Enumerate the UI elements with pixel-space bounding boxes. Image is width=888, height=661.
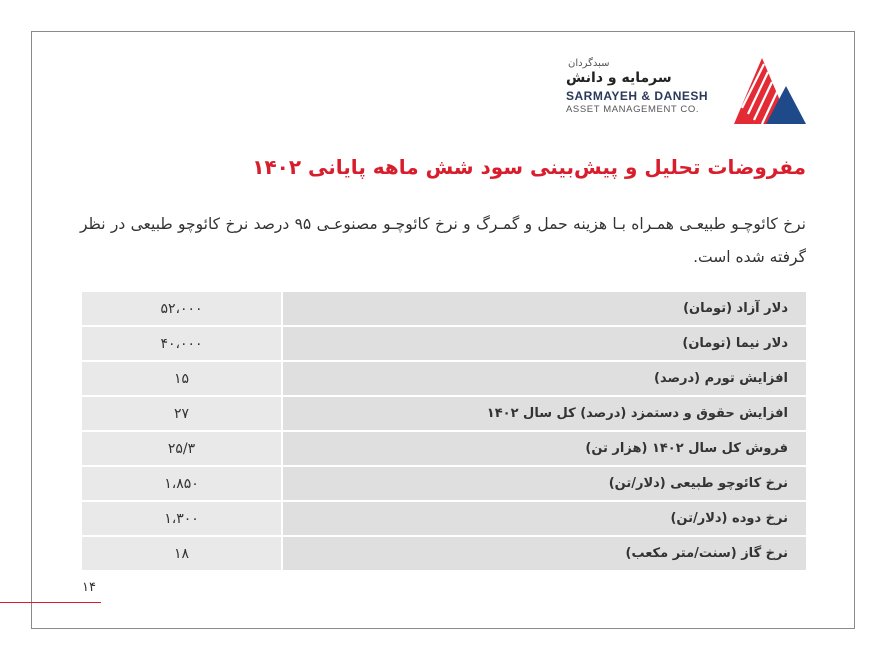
table-cell-value: ۵۲،۰۰۰ [82,292,283,325]
table-row [82,430,806,465]
table-row [82,360,806,395]
table-row [82,535,806,570]
table-cell-value: ۲۵/۳ [82,432,283,465]
table-cell-value: ۴۰،۰۰۰ [82,327,283,360]
table-cell-value: ۱۸ [82,537,283,570]
page-title: مفروضات تحلیل و پیش‌بینی سود شش ماهه پایانی ۱۴۰۲ [252,155,806,179]
table-cell-label: افزایش حقوق و دستمزد (درصد) کل سال ۱۴۰۲ [283,397,806,430]
table-row [82,395,806,430]
logo-en-subtitle: ASSET MANAGEMENT CO. [566,104,700,115]
table-cell-label: دلار نیما (تومان) [283,327,806,360]
table-cell-value: ۱۵ [82,362,283,395]
table-cell-value: ۱،۳۰۰ [82,502,283,535]
table-cell-label: دلار آزاد (تومان) [283,292,806,325]
table-row [82,325,806,360]
table-cell-label: نرخ دوده (دلار/تن) [283,502,806,535]
logo-fa-subtitle: سبدگردان [568,58,610,69]
table-row [82,292,806,325]
logo-fa-name: سرمایه و دانش [566,70,672,86]
footer-accent-line [0,602,101,603]
assumptions-table [82,292,806,570]
table-row [82,500,806,535]
table-row [82,465,806,500]
table-cell-value: ۲۷ [82,397,283,430]
table-cell-label: فروش کل سال ۱۴۰۲ (هزار تن) [283,432,806,465]
company-logo [566,58,806,128]
table-cell-label: افزایش تورم (درصد) [283,362,806,395]
intro-paragraph: نرخ کائوچـو طبیعـی همـراه بـا هزینه حمل و گمـرگ و نرخ کائوچـو مصنوعـی ۹۵ درصد نرخ کائوچو طبیعی در نظر گرفته شده است. [80,215,806,266]
logo-triangle-icon [734,58,806,124]
table-cell-label: نرخ گاز (سنت/متر مکعب) [283,537,806,570]
logo-en-name: SARMAYEH & DANESH [566,89,709,103]
logo-text [566,58,726,115]
table-cell-value: ۱،۸۵۰ [82,467,283,500]
page-number: ۱۴ [82,580,96,595]
table-cell-label: نرخ کائوچو طبیعی (دلار/تن) [283,467,806,500]
